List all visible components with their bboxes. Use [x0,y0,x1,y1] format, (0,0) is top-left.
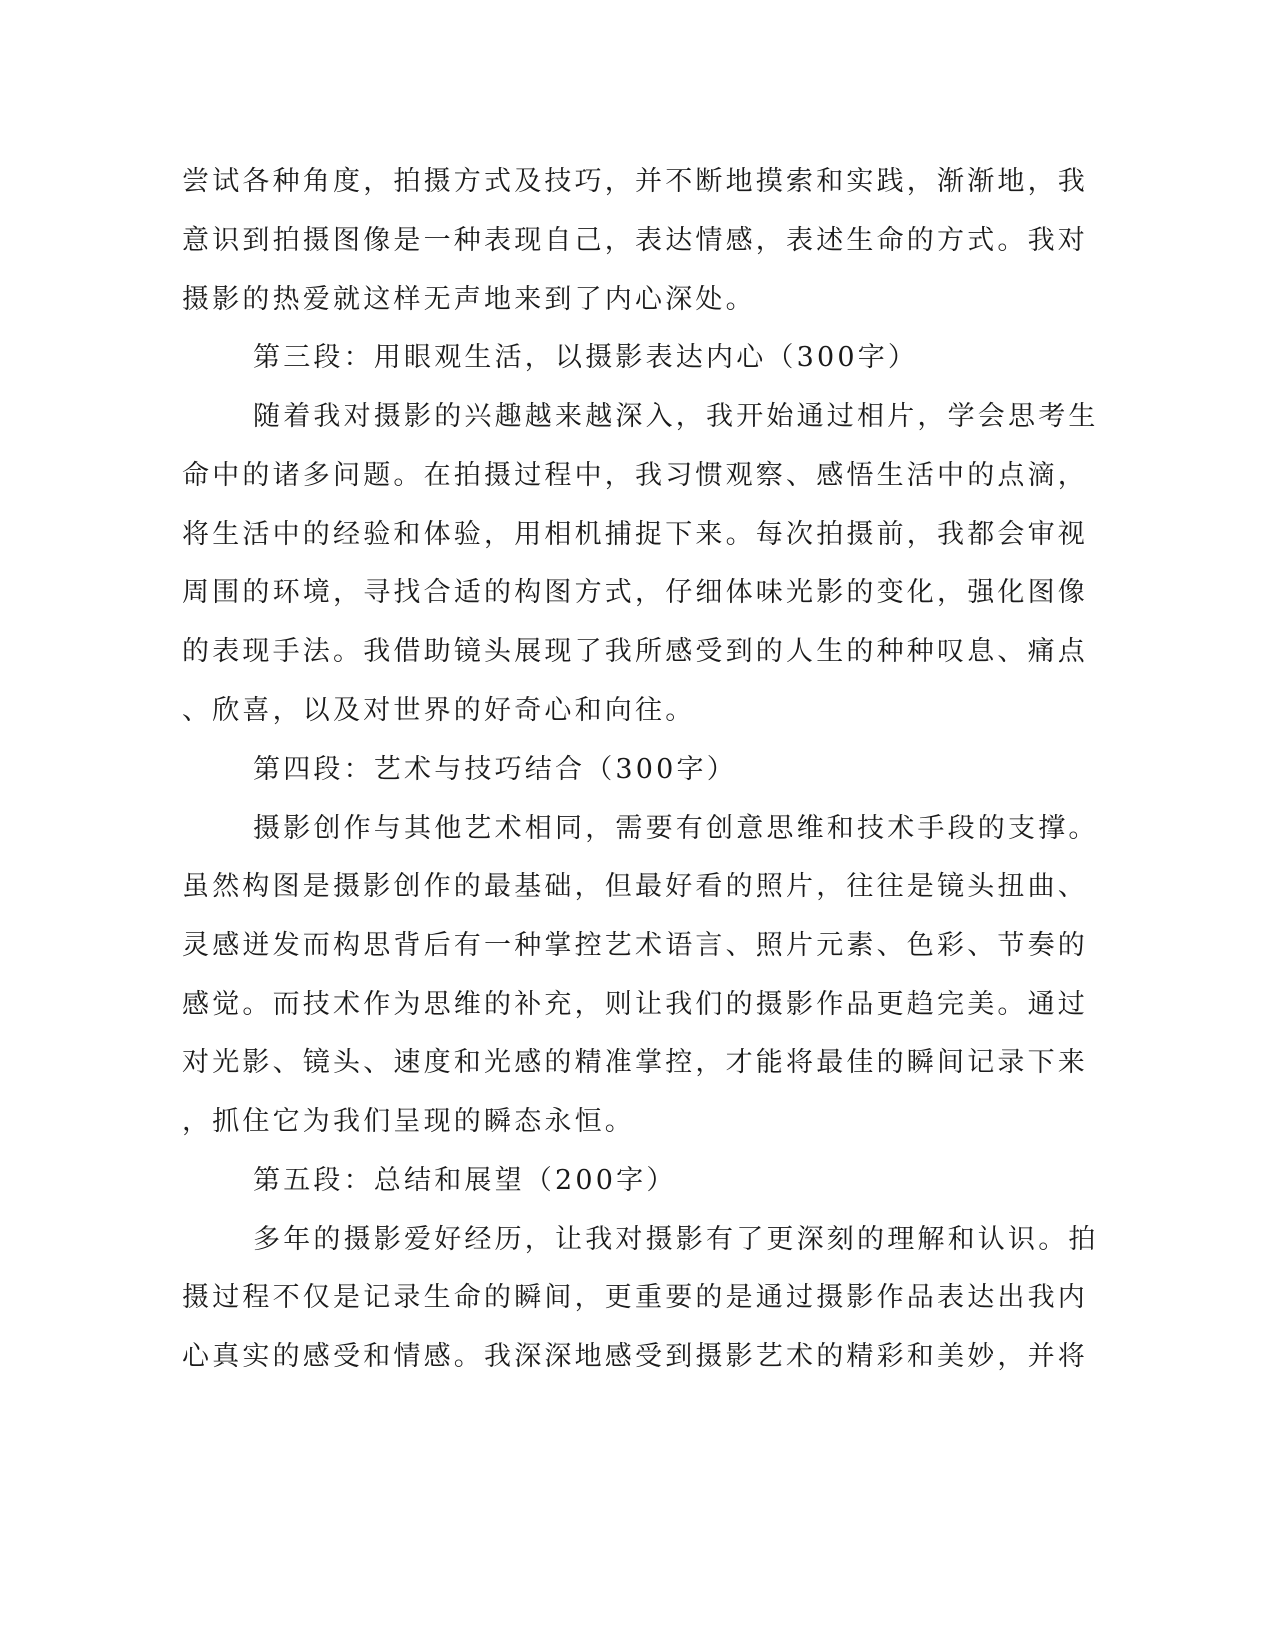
section-heading-5: 第五段：总结和展望（200字） [253,1165,677,1196]
text-line: 的表现手法。我借助镜头展现了我所感受到的人生的种种叹息、痛点 [182,636,1088,667]
text-line: 摄影的热爱就这样无声地来到了内心深处。 [182,284,756,315]
text-line: 摄影创作与其他艺术相同，需要有创意思维和技术手段的支撑。 [253,813,1099,844]
text-line: 心真实的感受和情感。我深深地感受到摄影艺术的精彩和美妙，并将 [182,1341,1088,1372]
text-line: 尝试各种角度，拍摄方式及技巧，并不断地摸索和实践，渐渐地，我 [182,166,1088,197]
text-line: 摄过程不仅是记录生命的瞬间，更重要的是通过摄影作品表达出我内 [182,1282,1088,1313]
text-line: 将生活中的经验和体验，用相机捕捉下来。每次拍摄前，我都会审视 [182,519,1088,550]
text-line: 虽然构图是摄影创作的最基础，但最好看的照片，往往是镜头扭曲、 [182,871,1088,902]
text-line: 周围的环境，寻找合适的构图方式，仔细体味光影的变化，强化图像 [182,577,1088,608]
text-line: 、欣喜，以及对世界的好奇心和向往。 [182,695,696,726]
text-line: 多年的摄影爱好经历，让我对摄影有了更深刻的理解和认识。拍 [253,1224,1099,1255]
text-line: ，抓住它为我们呈现的瞬态永恒。 [182,1106,635,1137]
text-line: 随着我对摄影的兴趣越来越深入，我开始通过相片，学会思考生 [253,401,1099,432]
text-line: 对光影、镜头、速度和光感的精准掌控，才能将最佳的瞬间记录下来 [182,1047,1088,1078]
text-line: 感觉。而技术作为思维的补充，则让我们的摄影作品更趋完美。通过 [182,989,1088,1020]
section-heading-3: 第三段：用眼观生活，以摄影表达内心（300字） [253,342,919,373]
section-heading-4: 第四段：艺术与技巧结合（300字） [253,754,737,785]
text-line: 命中的诸多问题。在拍摄过程中，我习惯观察、感悟生活中的点滴， [182,460,1088,491]
text-line: 灵感迸发而构思背后有一种掌控艺术语言、照片元素、色彩、节奏的 [182,930,1088,961]
text-line: 意识到拍摄图像是一种表现自己，表达情感，表述生命的方式。我对 [182,225,1088,256]
